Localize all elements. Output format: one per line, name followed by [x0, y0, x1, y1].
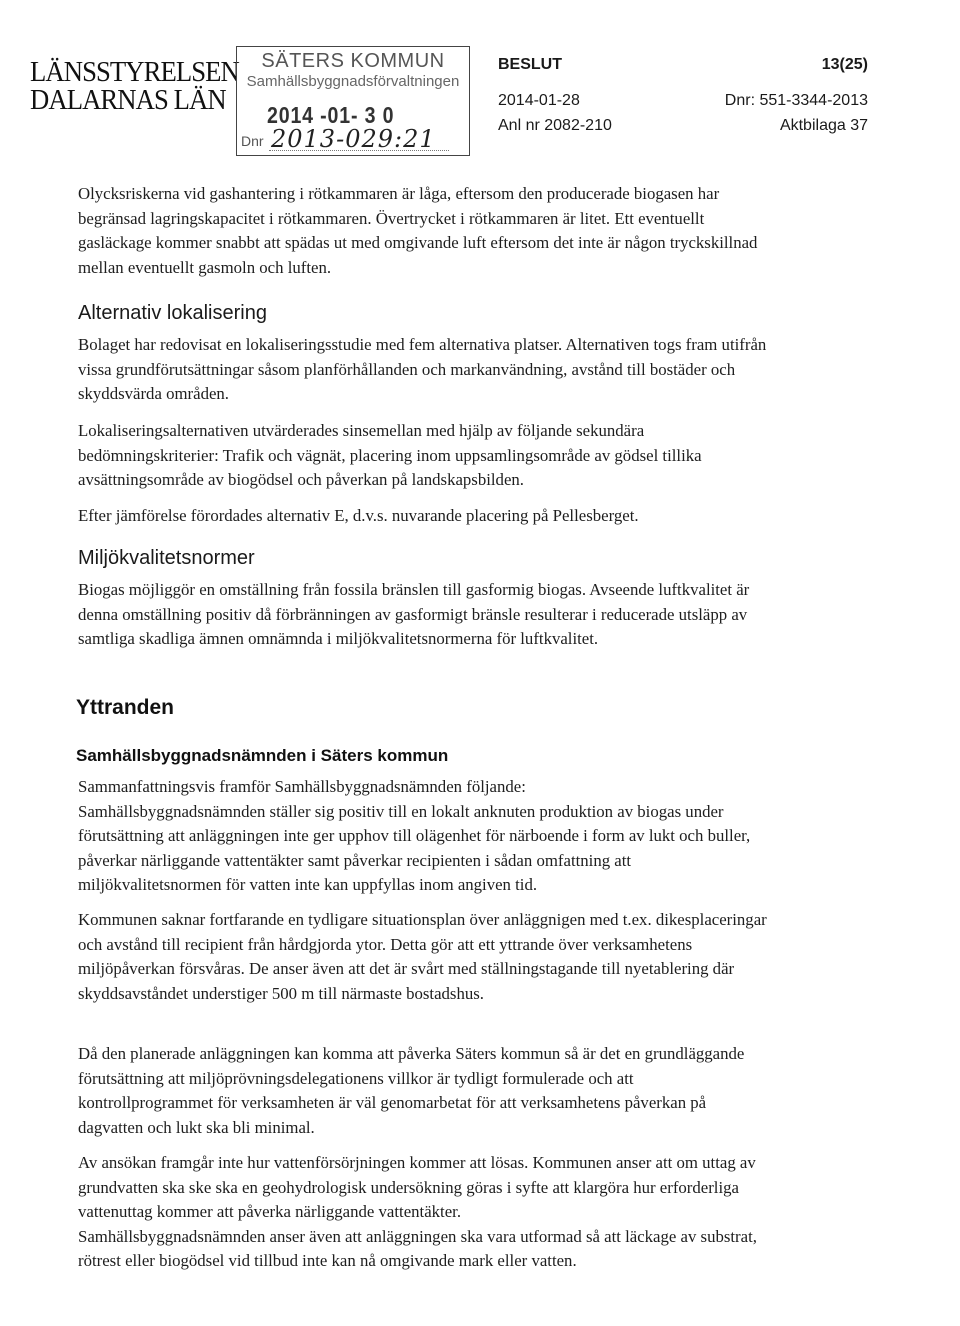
alternativ-paragraph-1: Bolaget har redovisat en lokaliseringsstudie med fem alternativa platser. Alternativen togs fram utifrån vissa grundförutsättningar såsom planförhållanden och markanvändning, avstånd till bostäder och skyddsvärda områden.	[78, 335, 767, 403]
diary-number: Dnr: 551-3344-2013	[724, 92, 868, 109]
received-stamp	[236, 46, 470, 156]
document-type: BESLUT	[498, 56, 562, 73]
authority-name-line1: LÄNSSTYRELSEN	[30, 56, 239, 88]
authority-logo	[30, 58, 239, 114]
page-number: 13(25)	[821, 56, 868, 73]
stamp-dnr-underline	[269, 150, 449, 151]
attachment-number: Anl nr 2082-210	[498, 117, 612, 134]
stamp-organization: SÄTERS KOMMUN	[261, 50, 445, 72]
miljo-paragraph: Biogas möjliggör en omställning från fossila bränslen till gasformig biogas. Avseende luftkvalitet är denna omställning positiv då förbränningen av gasformigt bränsle resulterar i reducerade utsläpp av samtliga skadliga ämnen omnämnda i miljökvalitetsnormerna för luftkvalitet.	[78, 580, 750, 648]
stamp-dnr-label: Dnr	[241, 133, 264, 149]
yttrande-paragraph-3-block	[78, 908, 768, 1006]
file-annex: Aktbilaga 37	[779, 117, 868, 134]
heading-miljokvalitetsnormer: Miljökvalitetsnormer	[78, 547, 255, 569]
heading-alternativ-lokalisering: Alternativ lokalisering	[78, 302, 267, 324]
heading-samhallsbyggnadsnamnden: Samhällsbyggnadsnämnden i Säters kommun	[76, 746, 449, 765]
intro-paragraph: Olycksriskerna vid gashantering i rötkammaren är låga, eftersom den producerade biogasen har begränsad lagringskapacitet i rötkammaren. Övertrycket i rötkammaren är litet. Ett eventuellt gasläckage kommer snabbt att spädas ut med omgivande luft eftersom det inte är någon tryckskillnad mellan eventuellt gasmoln och luften.	[78, 184, 758, 277]
yttrande-paragraph-6: Samhällsbyggnadsnämnden anser även att anläggningen ska vara utformad så att läckage av substrat, rötrest eller biogödsel vid tillbud inte kan nå omgivande mark eller vatten.	[78, 1226, 757, 1270]
alternativ-paragraph-1-block	[78, 333, 768, 407]
stamp-department: Samhällsbyggnadsförvaltningen	[246, 73, 460, 90]
alternativ-paragraph-3-block	[78, 504, 768, 529]
document-date: 2014-01-28	[498, 92, 580, 109]
yttrande-paragraph-5-block	[78, 1151, 768, 1274]
yttrande-paragraph-1: Sammanfattningsvis framför Samhällsbyggnadsnämnden följande:	[78, 777, 526, 796]
stamp-date: 2014 -01- 3 0	[267, 102, 395, 128]
yttrande-paragraph-2: Samhällsbyggnadsnämnden ställer sig positiv till en lokalt anknuten produktion av biogas under förutsättning att anläggningen inte ger upphov till olägenhet för närboende i form av lukt och buller, påverkar närliggande vattentäkter samt påverkar recipienten i sådan omfattning att miljökvalitetsnormen för vatten inte kan uppfyllas inom angiven tid.	[78, 801, 751, 894]
yttrande-paragraph-1-block	[78, 775, 768, 898]
miljo-paragraph-block	[78, 578, 768, 652]
alternativ-paragraph-2-block	[78, 419, 768, 493]
yttrande-paragraph-5: Av ansökan framgår inte hur vattenförsörjningen kommer att lösas. Kommunen anser att om uttag av grundvatten ska ske ska en geohydrologisk undersökning göras i syfte att klargöra hur erforderliga vattenuttag kommer att påverka närliggande vattentäkter.	[78, 1153, 756, 1221]
heading-yttranden: Yttranden	[76, 696, 175, 719]
alternativ-paragraph-2: Lokaliseringsalternativen utvärderades sinsemellan med hjälp av följande sekundära bedömningskriterier: Trafik och vägnät, placering inom uppsamlingsområde av gödsel tillika avsättningsområde av biogödsel och påverkan på landskapsbilden.	[78, 421, 702, 489]
yttrande-paragraph-3: Kommunen saknar fortfarande en tydligare situationsplan över anläggnigen med t.ex. dikesplaceringar och avstånd till recipient från hårdgjorda ytor. Detta gör att ett yttrande över verksamhetens miljöpåverkan försvåras. De anser även att det är svårt med ställningstagande till nyetablering där skyddsavståndet understiger 500 m till närmaste bostadshus.	[78, 910, 767, 1003]
intro-paragraph-block	[78, 182, 768, 280]
yttrande-paragraph-4-block	[78, 1042, 768, 1140]
alternativ-paragraph-3: Efter jämförelse förordades alternativ E, d.v.s. nuvarande placering på Pellesberget.	[78, 506, 639, 525]
yttrande-paragraph-4: Då den planerade anläggningen kan komma att påverka Säters kommun så är det en grundläggande förutsättning att miljöprövningsdelegationens villkor är tydligt formulerade och att kontrollprogrammet för verksamheten är väl genomarbetat för att verksamhetens påverkan på dagvatten och lukt ska bli minimal.	[78, 1044, 745, 1137]
authority-name-line2: DALARNAS LÄN	[30, 84, 226, 116]
stamp-dnr-handwritten: 2013-029:21	[271, 125, 436, 153]
